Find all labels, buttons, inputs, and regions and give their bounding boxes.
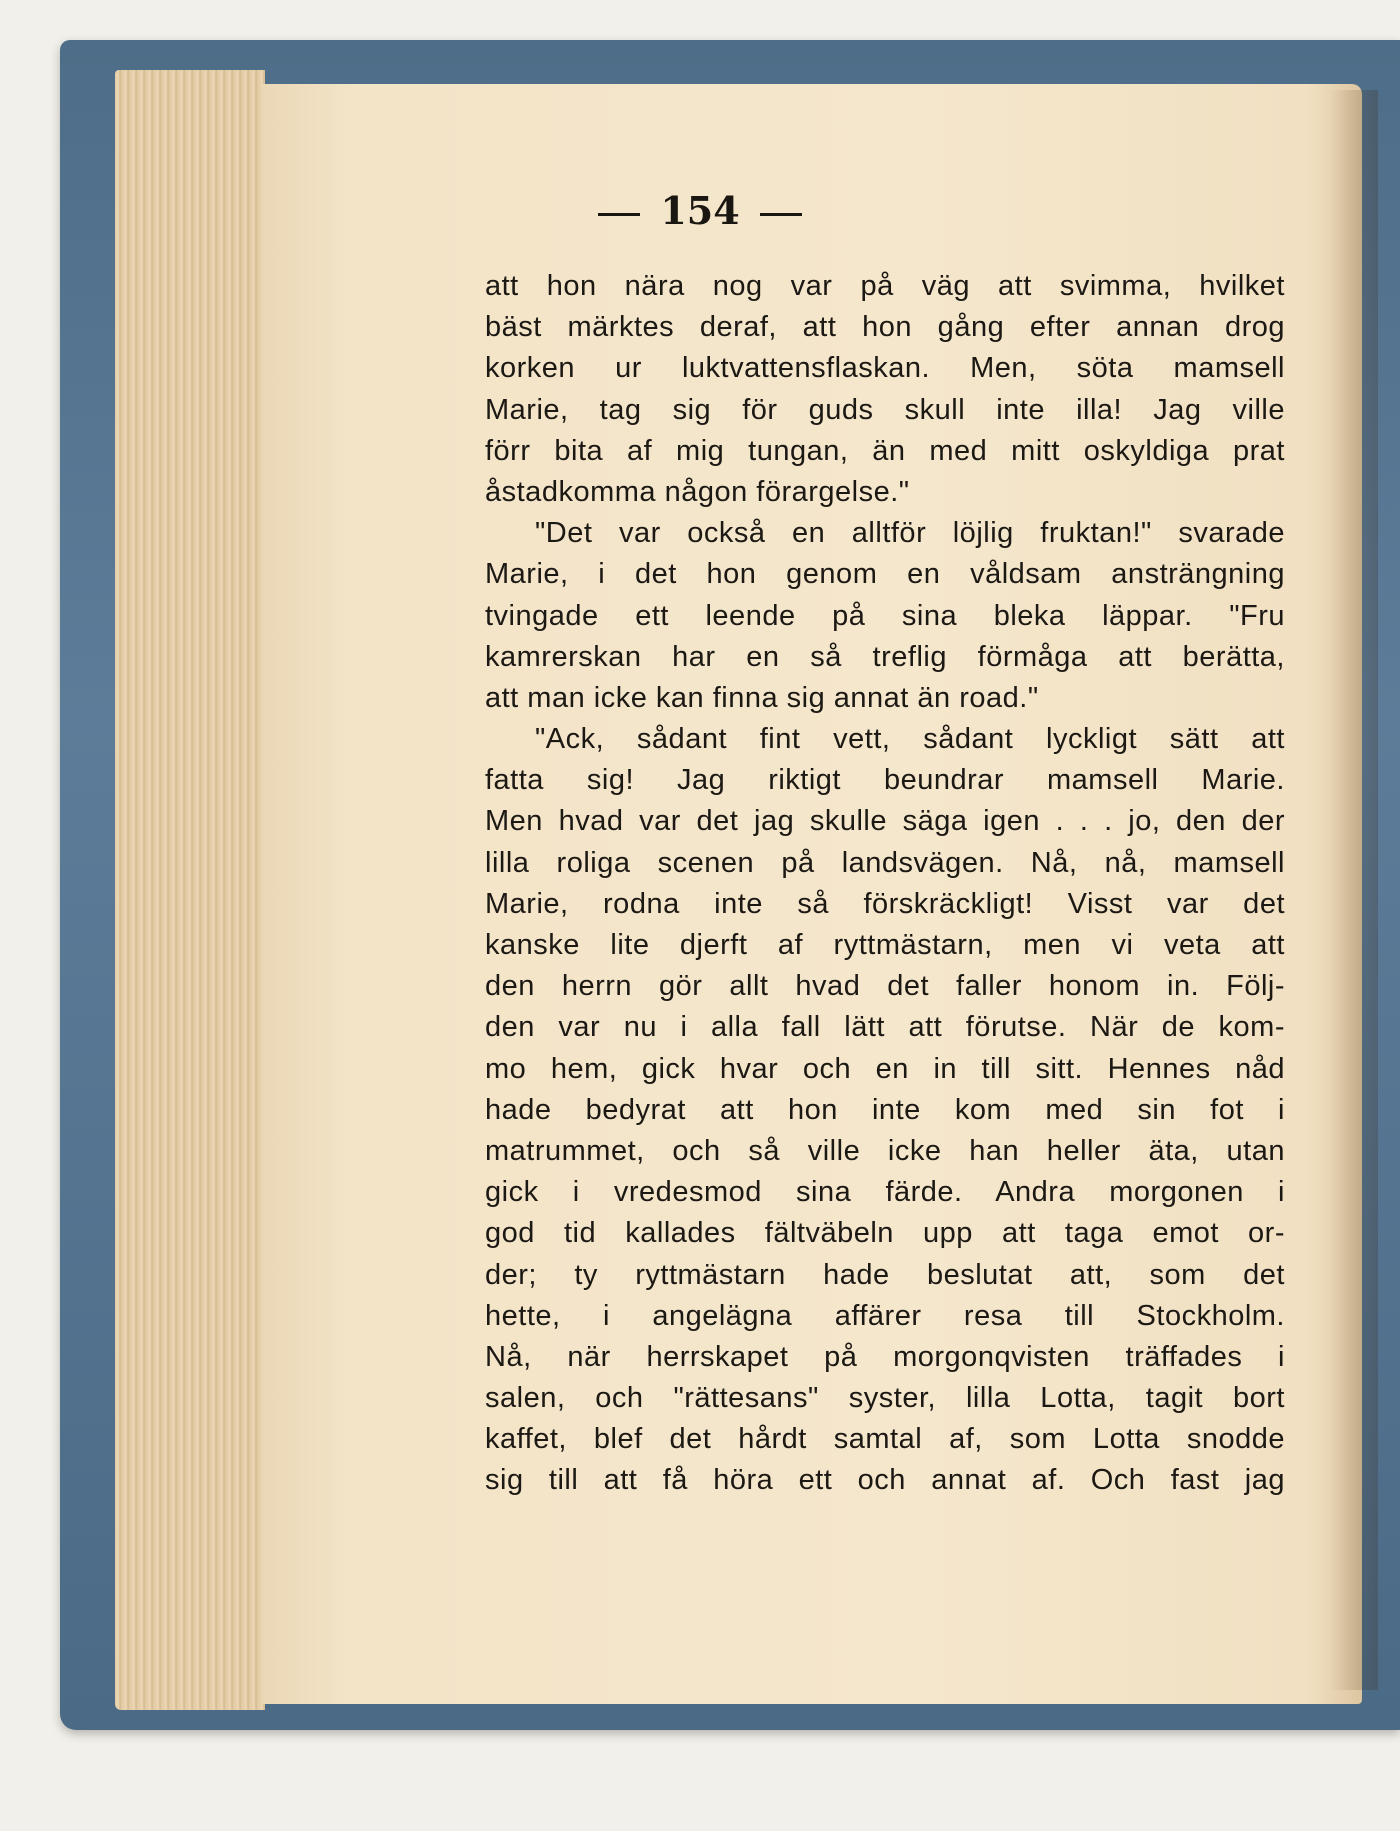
text-line: den var nu i alla fall lätt att förutse. När de kom-	[485, 1011, 1285, 1044]
text-line: hade bedyrat att hon inte kom med sin fot i	[485, 1093, 1285, 1126]
text-line: Marie, i det hon genom en våldsam ansträngning	[485, 558, 1285, 591]
text-line: förr bita af mig tungan, än med mitt oskyldiga prat	[485, 434, 1285, 467]
text-line: salen, och "rättesans" syster, lilla Lotta, tagit bort	[485, 1382, 1285, 1415]
text-line: korken ur luktvattensflaskan. Men, söta mamsell	[485, 352, 1285, 385]
text-line: "Det var också en alltför löjlig fruktan!" svarade	[535, 517, 1285, 550]
text-line: Nå, när herrskapet på morgonqvisten träffades i	[485, 1340, 1285, 1373]
text-line: Marie, tag sig för guds skull inte illa! Jag ville	[485, 393, 1285, 426]
text-line: "Ack, sådant fint vett, sådant lyckligt sätt att	[535, 723, 1285, 756]
text-line: kaffet, blef det hårdt samtal af, som Lotta snodde	[485, 1423, 1285, 1456]
gutter-shadow	[1330, 90, 1378, 1690]
text-line: Marie, rodna inte så förskräckligt! Visst var det	[485, 887, 1285, 920]
text-line: den herrn gör allt hvad det faller honom in. Följ-	[485, 970, 1285, 1003]
text-line: bäst märktes deraf, att hon gång efter annan drog	[485, 311, 1285, 344]
page-number: 154	[660, 188, 740, 233]
text-line: lilla roliga scenen på landsvägen. Nå, nå, mamsell	[485, 846, 1285, 879]
text-line: fatta sig! Jag riktigt beundrar mamsell Marie.	[485, 764, 1285, 797]
text-line: att hon nära nog var på väg att svimma, hvilket	[485, 270, 1285, 302]
text-line: tvingade ett leende på sina bleka läppar. "Fru	[485, 599, 1285, 632]
page-edges	[115, 70, 265, 1710]
text-line: åstadkomma någon förargelse."	[485, 475, 910, 508]
text-line: Men hvad var det jag skulle säga igen . . . jo, den der	[485, 805, 1285, 838]
text-line: hette, i angelägna affärer resa till Stockholm.	[485, 1299, 1285, 1332]
text-line: gick i vredesmod sina färde. Andra morgonen i	[485, 1176, 1285, 1209]
text-line: kamrerskan har en så treflig förmåga att berätta,	[485, 640, 1285, 673]
text-line: der; ty ryttmästarn hade beslutat att, som det	[485, 1258, 1285, 1291]
text-line: matrummet, och så ville icke han heller äta, utan	[485, 1134, 1285, 1167]
text-line: god tid kallades fältväbeln upp att taga emot or-	[485, 1217, 1285, 1250]
text-line: kanske lite djerft af ryttmästarn, men vi veta att	[485, 929, 1285, 961]
text-line: att man icke kan finna sig annat än road."	[485, 681, 1039, 714]
body-text	[485, 266, 1285, 1502]
text-line: mo hem, gick hvar och en in till sitt. Hennes nåd	[485, 1052, 1285, 1085]
text-line: sig till att få höra ett och annat af. Och fast jag	[485, 1464, 1285, 1497]
